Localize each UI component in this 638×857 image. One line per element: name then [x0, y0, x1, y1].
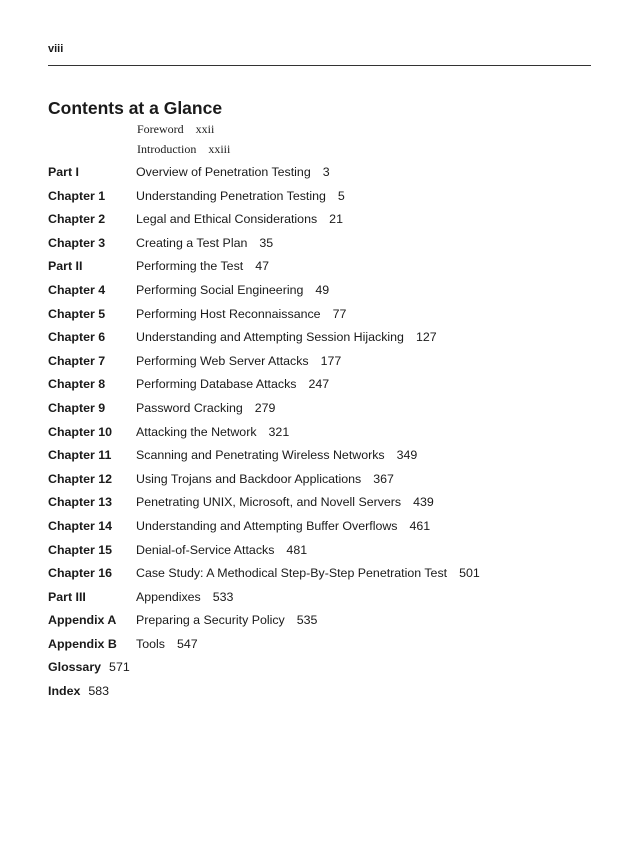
- toc-title: Attacking the Network: [136, 424, 257, 439]
- toc-title: Using Trojans and Backdoor Applications: [136, 471, 362, 486]
- toc-page: 461: [409, 518, 431, 533]
- front-matter-title: Foreword: [137, 122, 184, 136]
- front-matter-page: xxii: [195, 122, 215, 136]
- toc-title: Appendixes: [136, 589, 201, 604]
- toc-page: 547: [176, 636, 198, 651]
- toc-label: Chapter 9: [48, 400, 106, 415]
- toc-title: Preparing a Security Policy: [136, 613, 285, 628]
- toc-page: 367: [373, 471, 394, 486]
- toc-label: Chapter 8: [48, 377, 106, 392]
- toc-page: 35: [259, 235, 274, 250]
- toc-title: Understanding and Attempting Session Hijacking: [136, 330, 404, 345]
- toc-label: Part I: [48, 165, 79, 179]
- toc-title: Performing Social Engineering: [136, 282, 304, 297]
- toc-title: Case Study: A Methodical Step-By-Step Penetration Test: [136, 566, 448, 581]
- toc-list: [48, 161, 608, 704]
- toc-page: 77: [332, 306, 347, 321]
- toc-entry: [48, 185, 608, 209]
- toc-title: Overview of Penetration Testing: [136, 165, 311, 179]
- toc-entry: [48, 232, 608, 256]
- toc-title: Understanding and Attempting Buffer Overflows: [136, 518, 398, 533]
- toc-page: 583: [88, 684, 110, 699]
- toc-title: Understanding Penetration Testing: [136, 188, 326, 203]
- toc-label: Chapter 1: [48, 188, 106, 203]
- toc-entry: [48, 303, 608, 327]
- toc-title: Creating a Test Plan: [136, 235, 248, 250]
- toc-entry-glossary: [48, 656, 608, 680]
- toc-title: Performing the Test: [136, 259, 244, 274]
- toc-page: 279: [254, 400, 276, 415]
- toc-entry: [48, 350, 608, 374]
- toc-entry: [48, 279, 608, 303]
- toc-entry: [48, 397, 608, 421]
- toc-title: Performing Database Attacks: [136, 377, 297, 392]
- toc-entry: [48, 468, 608, 492]
- toc-label: Chapter 14: [48, 518, 113, 533]
- toc-label: Chapter 2: [48, 212, 106, 227]
- toc-label: Appendix A: [48, 613, 117, 628]
- toc-page: 177: [320, 353, 342, 368]
- toc-page: 439: [413, 495, 434, 510]
- toc-page: 321: [268, 424, 290, 439]
- toc-entry: [48, 491, 608, 515]
- toc-page: 501: [459, 566, 480, 581]
- toc-label: Chapter 12: [48, 471, 113, 486]
- toc-title: Tools: [136, 636, 165, 651]
- toc-title: Password Cracking: [136, 400, 243, 415]
- toc-entry: [48, 515, 608, 539]
- toc-entry: [48, 609, 608, 633]
- toc-entry: [48, 255, 608, 279]
- toc-title: Performing Web Server Attacks: [136, 353, 309, 368]
- toc-page: 21: [329, 212, 343, 227]
- toc-entry-index: [48, 680, 608, 704]
- toc-label: Chapter 13: [48, 495, 113, 510]
- toc-entry: [48, 586, 608, 610]
- toc-page: 533: [212, 589, 234, 604]
- toc-page: 5: [337, 188, 345, 203]
- toc-entry: [48, 326, 608, 350]
- toc-label: Chapter 10: [48, 424, 113, 439]
- toc-title: Scanning and Penetrating Wireless Networks: [136, 448, 385, 463]
- toc-label: Chapter 7: [48, 353, 106, 368]
- toc-entry: [48, 444, 608, 468]
- toc-label: Chapter 3: [48, 235, 106, 250]
- toc-label: Glossary: [48, 660, 102, 675]
- toc-entry: [48, 539, 608, 563]
- contents-title: Contents at a Glance: [48, 98, 223, 118]
- toc-page: 49: [315, 282, 330, 297]
- toc-page: 481: [286, 542, 308, 557]
- toc-label: Index: [48, 684, 81, 699]
- toc-title: Denial-of-Service Attacks: [136, 542, 275, 557]
- toc-label: Chapter 15: [48, 542, 113, 557]
- toc-label: Chapter 4: [48, 282, 106, 297]
- page-number: viii: [48, 43, 64, 55]
- toc-label: Chapter 11: [48, 448, 112, 463]
- toc-page: 535: [296, 613, 318, 628]
- toc-page: 3: [322, 165, 330, 179]
- toc-page: 247: [308, 377, 330, 392]
- toc-label: Part II: [48, 259, 83, 274]
- toc-page: 47: [255, 259, 270, 274]
- toc-label: Chapter 5: [48, 306, 106, 321]
- toc-label: Chapter 6: [48, 330, 106, 345]
- toc-entry: [48, 161, 608, 185]
- front-matter-foreword: [137, 122, 214, 137]
- toc-page: 571: [109, 660, 130, 675]
- toc-entry: [48, 562, 608, 586]
- toc-title: Legal and Ethical Considerations: [136, 212, 318, 227]
- toc-entry: [48, 208, 608, 232]
- toc-page: 349: [396, 448, 418, 463]
- toc-label: Appendix B: [48, 636, 117, 651]
- toc-title: Penetrating UNIX, Microsoft, and Novell Servers: [136, 495, 402, 510]
- toc-label: Chapter 16: [48, 566, 113, 581]
- toc-entry: [48, 373, 608, 397]
- header-rule: [48, 65, 591, 66]
- front-matter-page: xxiii: [208, 142, 231, 156]
- toc-entry: [48, 633, 608, 657]
- toc-title: Performing Host Reconnaissance: [136, 306, 321, 321]
- toc-label: Part III: [48, 589, 86, 604]
- toc-entry: [48, 421, 608, 445]
- front-matter-introduction: [137, 142, 230, 157]
- front-matter-title: Introduction: [137, 142, 197, 156]
- toc-page: 127: [415, 330, 437, 345]
